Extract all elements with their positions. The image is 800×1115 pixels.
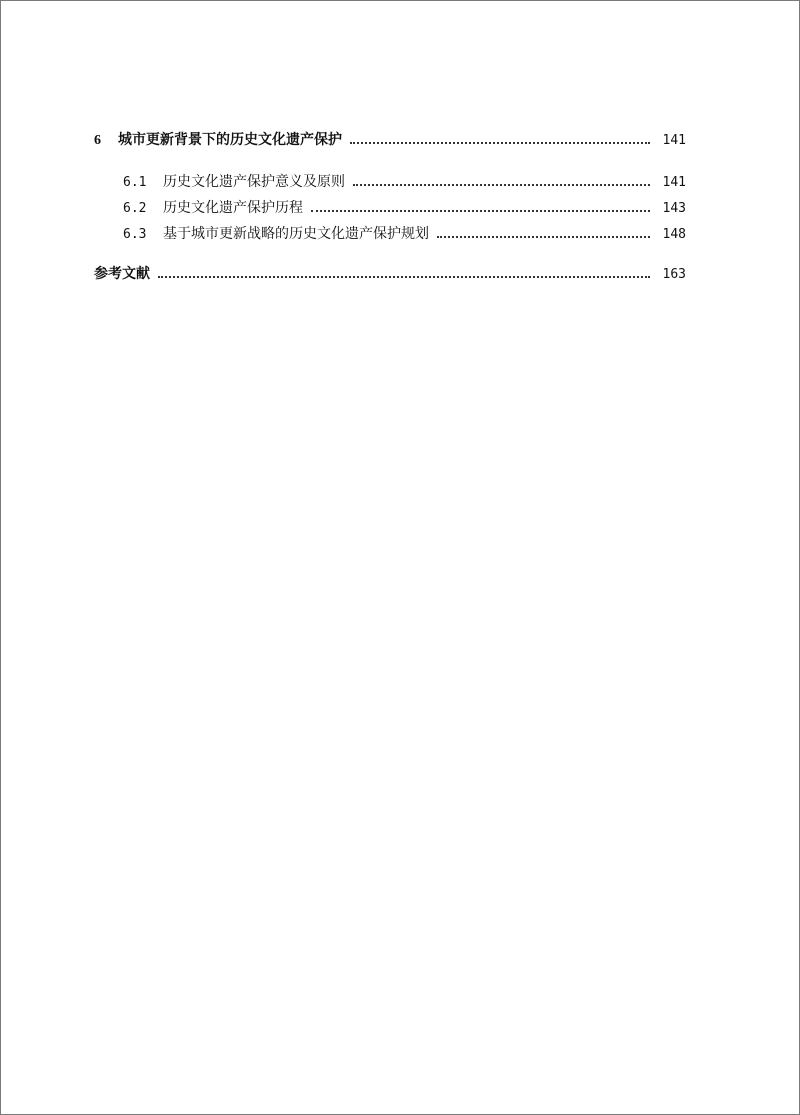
toc-section-number: 6.2 [123, 201, 147, 216]
toc-leader-dots [350, 141, 650, 144]
toc-chapter-number: 6 [94, 133, 101, 148]
toc-section-6-3[interactable] [94, 223, 686, 245]
toc-section-title: 历史文化遗产保护意义及原则 [163, 174, 345, 190]
toc-section-6-2[interactable] [94, 197, 686, 219]
toc-page-number: 163 [662, 267, 686, 282]
toc-chapter-6[interactable] [94, 129, 686, 151]
toc-page-number: 141 [662, 175, 686, 190]
toc-page-number: 143 [662, 201, 686, 216]
toc-section-title: 基于城市更新战略的历史文化遗产保护规划 [163, 226, 429, 242]
toc-leader-dots [158, 275, 650, 278]
toc-section-6-1[interactable] [94, 171, 686, 193]
toc-references-title: 参考文献 [94, 266, 150, 282]
toc-section-title: 历史文化遗产保护历程 [163, 200, 303, 216]
toc-leader-dots [353, 183, 650, 186]
toc-references[interactable] [94, 263, 686, 285]
toc-page-number: 148 [662, 227, 686, 242]
toc-leader-dots [437, 235, 650, 238]
toc-section-number: 6.1 [123, 175, 147, 190]
table-of-contents [94, 129, 686, 285]
toc-leader-dots [311, 209, 650, 212]
toc-chapter-title: 城市更新背景下的历史文化遗产保护 [118, 132, 342, 148]
toc-section-number: 6.3 [123, 227, 147, 242]
toc-page-number: 141 [662, 133, 686, 148]
